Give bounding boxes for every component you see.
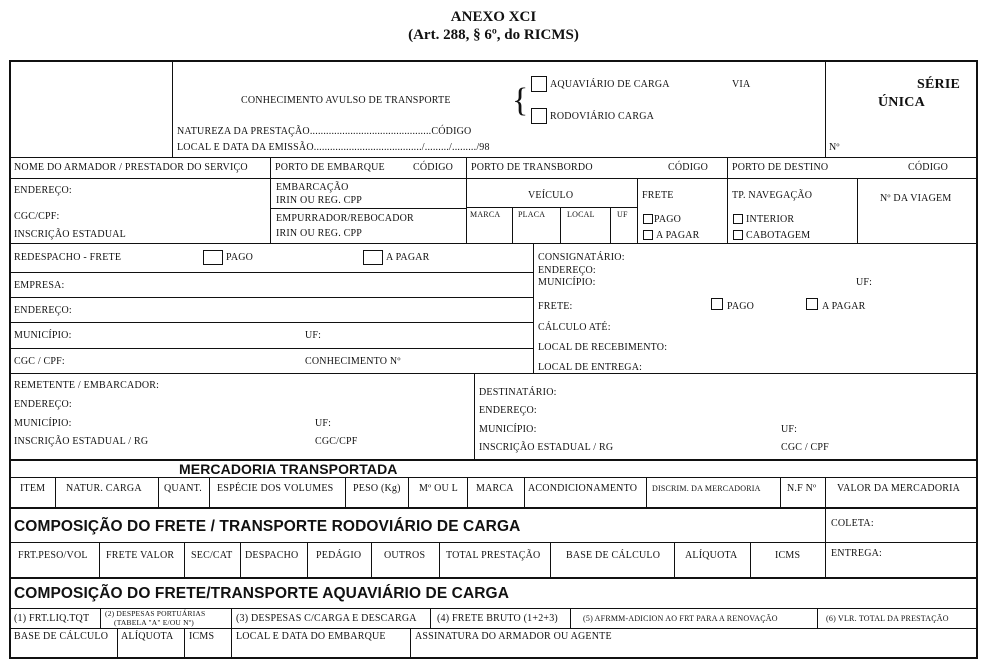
column-header: NATUR. CARGA [66, 483, 142, 494]
cgc-cpf-field[interactable]: CGC/CPF: [14, 211, 60, 222]
divider [99, 542, 100, 577]
divider [857, 178, 858, 243]
endereco-field[interactable]: ENDEREÇO: [14, 305, 72, 316]
serie-label: SÉRIE [917, 77, 961, 92]
via-label: VIA [732, 79, 751, 90]
divider [825, 477, 826, 507]
afrmm-field[interactable]: (5) AFRMM-ADICION AO FRT PARA A RENOVAÇÃO [583, 614, 778, 623]
divider [727, 157, 728, 243]
conhecimento-field[interactable]: CONHECIMENTO Nº [305, 356, 401, 367]
page-title: ANEXO XCI [450, 9, 537, 25]
divider [467, 477, 468, 507]
divider [674, 542, 675, 577]
divider [10, 297, 533, 298]
local-label: LOCAL [567, 210, 595, 219]
divider [408, 477, 409, 507]
divider [10, 459, 977, 461]
column-header: SEC/CAT [191, 550, 233, 561]
veiculo-label: VEÍCULO [528, 190, 574, 201]
divider [371, 542, 372, 577]
cgc-cpf-field[interactable]: CGC / CPF [781, 442, 829, 453]
divider [512, 207, 513, 243]
pago-label: PAGO [654, 214, 682, 225]
divider [231, 628, 232, 658]
municipio-field[interactable]: MUNICÍPIO: [14, 330, 72, 341]
frt-liq-field[interactable]: (1) FRT.LIQ.TQT [14, 613, 90, 624]
consignatario-field[interactable]: CONSIGNATÁRIO: [538, 252, 625, 263]
aquaviario-title: COMPOSIÇÃO DO FRETE/TRANSPORTE AQUAVIÁRIO DE CARGA [14, 585, 509, 602]
divider [158, 477, 159, 507]
municipio-field[interactable]: MUNICÍPIO: [14, 418, 72, 429]
codigo-label: CÓDIGO [413, 162, 454, 173]
divider [466, 157, 467, 243]
inscricao-field[interactable]: INSCRIÇÃO ESTADUAL / RG [479, 442, 614, 453]
pago-label: PAGO [226, 252, 254, 263]
divider [560, 207, 561, 243]
rodoviario-title: COMPOSIÇÃO DO FRETE / TRANSPORTE RODOVIÁRIO DE CARGA [14, 518, 521, 535]
inscricao-field[interactable]: INSCRIÇÃO ESTADUAL / RG [14, 436, 149, 447]
divider [817, 608, 818, 628]
frete-label: FRETE: [538, 301, 573, 312]
divider [10, 272, 533, 273]
divider [570, 608, 571, 628]
local-recebimento-field[interactable]: LOCAL DE RECEBIMENTO: [538, 342, 668, 353]
divider [410, 628, 411, 658]
column-header: OUTROS [384, 550, 426, 561]
document-name: CONHECIMENTO AVULSO DE TRANSPORTE [241, 95, 451, 106]
column-header: ICMS [775, 550, 801, 561]
divider [117, 628, 118, 658]
divider [10, 243, 977, 244]
endereco-field[interactable]: ENDEREÇO: [14, 185, 72, 196]
interior-label: INTERIOR [746, 214, 795, 225]
divider [10, 348, 533, 349]
divider [10, 157, 977, 158]
interior-checkbox[interactable] [733, 214, 743, 224]
codigo-label: CÓDIGO [908, 162, 949, 173]
empresa-field[interactable]: EMPRESA: [14, 280, 65, 291]
divider [10, 628, 977, 629]
a-pagar-label: A PAGAR [656, 230, 700, 241]
divider [825, 61, 826, 157]
empurrador-label: EMPURRADOR/REBOCADOR [276, 213, 414, 224]
cgc-cpf-field[interactable]: CGC/CPF [315, 436, 358, 447]
frete-pago-checkbox[interactable] [643, 214, 653, 224]
tp-navegacao-label: TP. NAVEGAÇÃO [732, 190, 813, 201]
column-header: QUANT. [164, 483, 202, 494]
divider [637, 178, 638, 243]
irin-field[interactable]: IRIN OU REG. CPP [276, 195, 362, 206]
column-header: VALOR DA MERCADORIA [837, 483, 961, 494]
redespacho-label: REDESPACHO - FRETE [14, 252, 122, 263]
divider [430, 608, 431, 628]
local-data-emissao-field[interactable]: LOCAL E DATA DA EMISSÃO......................................../........./........./98 [177, 142, 490, 153]
porto-destino-label: PORTO DE DESTINO [732, 162, 829, 173]
serie-unica-label: ÚNICA [878, 95, 925, 110]
divider [750, 542, 751, 577]
pago-label: PAGO [727, 301, 755, 312]
divider [533, 243, 534, 373]
column-header: PESO (Kg) [353, 483, 401, 494]
endereco-field[interactable]: ENDEREÇO: [14, 399, 72, 410]
page-subtitle: (Art. 288, § 6º, do RICMS) [408, 27, 579, 43]
divider [307, 542, 308, 577]
divider [439, 542, 440, 577]
divider [240, 542, 241, 577]
divider [209, 477, 210, 507]
column-header: BASE DE CÁLCULO [566, 550, 661, 561]
tabela-label: (TABELA "A" E/OU Nº) [114, 618, 194, 627]
column-header: ESPÉCIE DOS VOLUMES [217, 483, 334, 494]
column-header: ALÍQUOTA [685, 550, 738, 561]
local-entrega-field[interactable]: LOCAL DE ENTREGA: [538, 362, 643, 373]
placa-label: PLACA [518, 210, 546, 219]
uf-field[interactable]: UF: [856, 277, 873, 288]
divider [55, 477, 56, 507]
column-header: DISCRIM. DA MERCADORIA [652, 484, 761, 493]
divider [231, 608, 232, 628]
inscricao-field[interactable]: INSCRIÇÃO ESTADUAL [14, 229, 126, 240]
divider [10, 373, 977, 374]
despesas-portuarias-label: (2) DESPESAS PORTUÁRIAS [105, 609, 206, 618]
redespacho-pago-checkbox[interactable] [203, 250, 223, 265]
aliquota-field[interactable]: ALÍQUOTA [121, 631, 174, 642]
column-header: ITEM [20, 483, 46, 494]
column-header: PEDÁGIO [316, 550, 362, 561]
coleta-field[interactable]: COLETA: [831, 518, 874, 529]
uf-label: UF [617, 210, 628, 219]
a-pagar-label: A PAGAR [822, 301, 866, 312]
column-header: DESPACHO [245, 550, 299, 561]
divider [610, 207, 611, 243]
aquaviario-checkbox[interactable] [531, 76, 547, 92]
divider [10, 322, 533, 323]
divider [524, 477, 525, 507]
divider [466, 207, 637, 208]
frete-label: FRETE [642, 190, 674, 201]
irin-field[interactable]: IRIN OU REG. CPP [276, 228, 362, 239]
divider [184, 628, 185, 658]
municipio-field[interactable]: MUNICÍPIO: [479, 424, 537, 435]
cabotagem-label: CABOTAGEM [746, 230, 811, 241]
divider [270, 208, 466, 209]
rodoviario-label: RODOVIÁRIO CARGA [550, 111, 655, 122]
codigo-label: CÓDIGO [668, 162, 709, 173]
local-embarque-field[interactable]: LOCAL E DATA DO EMBARQUE [236, 631, 386, 642]
porto-embarque-label: PORTO DE EMBARQUE [275, 162, 385, 173]
divider [184, 542, 185, 577]
uf-field[interactable]: UF: [305, 330, 322, 341]
porto-transbordo-label: PORTO DE TRANSBORDO [471, 162, 593, 173]
divider [100, 608, 101, 628]
frete-bruto-field[interactable]: (4) FRETE BRUTO (1+2+3) [437, 613, 558, 624]
divider [10, 577, 977, 579]
cabotagem-checkbox[interactable] [733, 230, 743, 240]
brace: { [512, 82, 529, 119]
despesas-carga-field[interactable]: (3) DESPESAS C/CARGA E DESCARGA [236, 613, 417, 624]
icms-field[interactable]: ICMS [189, 631, 215, 642]
mercadoria-title: MERCADORIA TRANSPORTADA [179, 461, 398, 477]
column-header: ACONDICIONAMENTO [528, 483, 638, 494]
natureza-field[interactable]: NATUREZA DA PRESTAÇÃO.............................................CÓDIGO [177, 126, 472, 137]
remetente-field[interactable]: REMETENTE / EMBARCADOR: [14, 380, 160, 391]
base-calculo-field[interactable]: BASE DE CÁLCULO [14, 631, 109, 642]
divider [780, 477, 781, 507]
column-header: MARCA [476, 483, 514, 494]
column-header: FRT.PESO/VOL [18, 550, 88, 561]
marca-label: MARCA [470, 210, 501, 219]
divider [10, 178, 977, 179]
rodoviario-checkbox[interactable] [531, 108, 547, 124]
uf-field[interactable]: UF: [781, 424, 798, 435]
endereco-field[interactable]: ENDEREÇO: [479, 405, 537, 416]
aquaviario-label: AQUAVIÁRIO DE CARGA [550, 79, 670, 90]
endereco-field[interactable]: ENDEREÇO: [538, 265, 596, 276]
column-header: FRETE VALOR [106, 550, 175, 561]
divider [270, 157, 271, 243]
assinatura-field[interactable]: ASSINATURA DO ARMADOR OU AGENTE [415, 631, 612, 642]
divider [550, 542, 551, 577]
divider [345, 477, 346, 507]
numero-label: Nº [829, 142, 840, 153]
frete-a-pagar-checkbox[interactable] [643, 230, 653, 240]
divider [172, 61, 173, 157]
column-header: N.F Nº [787, 483, 817, 494]
cgc-cpf-field[interactable]: CGC / CPF: [14, 356, 65, 367]
calculo-ate-field[interactable]: CÁLCULO ATÉ: [538, 322, 611, 333]
divider [10, 507, 977, 509]
redespacho-a-pagar-checkbox[interactable] [363, 250, 383, 265]
destinatario-field[interactable]: DESTINATÁRIO: [479, 387, 557, 398]
column-header: Mº OU L [419, 483, 458, 494]
divider [646, 477, 647, 507]
consig-a-pagar-checkbox[interactable] [806, 298, 818, 310]
vlr-total-field[interactable]: (6) VLR. TOTAL DA PRESTAÇÃO [826, 614, 949, 623]
consig-pago-checkbox[interactable] [711, 298, 723, 310]
divider [10, 542, 977, 543]
uf-field[interactable]: UF: [315, 418, 332, 429]
n-viagem-label: Nº DA VIAGEM [880, 193, 952, 204]
divider [10, 477, 977, 478]
divider [474, 373, 475, 460]
column-header: TOTAL PRESTAÇÃO [446, 550, 541, 561]
a-pagar-label: A PAGAR [386, 252, 430, 263]
embarcacao-label: EMBARCAÇÃO [276, 182, 349, 193]
entrega-field[interactable]: ENTREGA: [831, 548, 883, 559]
armador-label: NOME DO ARMADOR / PRESTADOR DO SERVIÇO [14, 162, 248, 173]
municipio-field[interactable]: MUNICÍPIO: [538, 277, 596, 288]
